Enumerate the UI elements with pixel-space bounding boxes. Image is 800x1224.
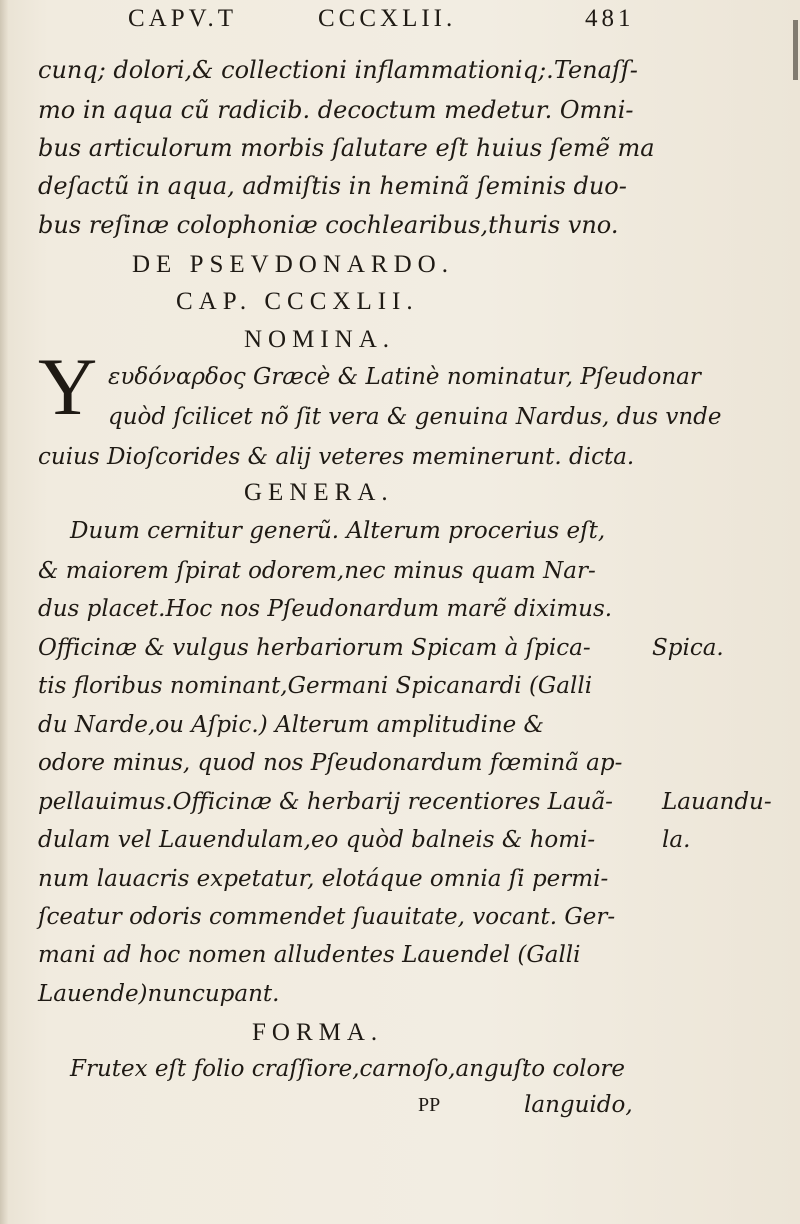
genera-line-2: & maiorem ſpirat odorem,nec minus quam Nar- [38, 558, 596, 584]
genera-line-12: mani ad hoc nomen alludentes Lauendel (Galli [38, 942, 581, 968]
genera-heading: GENERA. [244, 479, 394, 506]
chapter-label: CAP. CCCXLII. [176, 288, 419, 315]
margin-note-lauandula-2: la. [662, 827, 691, 853]
nomina-line-3: cuius Dioſcorides & alij veteres meminerunt. dicta. [38, 444, 635, 470]
nomina-heading: NOMINA. [244, 326, 396, 353]
body-line-1: cunq; dolori,& collectioni inflammationiq;.Tenaſſ- [38, 56, 638, 84]
genera-line-6: du Narde,ou Aſpic.) Alterum amplitudine & [38, 712, 545, 738]
genera-line-4: Officinæ & vulgus herbariorum Spicam à ſpica- [38, 635, 591, 661]
body-line-2: mo in aqua cũ radicib. decoctum medetur. Omni- [38, 96, 634, 124]
genera-line-1: Duum cernitur generũ. Alterum procerius eſt, [70, 518, 606, 544]
section-title: DE PSEVDONARDO. [132, 251, 454, 278]
page-gutter [0, 0, 8, 1224]
genera-line-10: num lauacris expetatur, elotáque omnia ſi permi- [38, 866, 609, 892]
body-line-3: bus articulorum morbis ſalutare eſt huius ſemẽ ma [38, 134, 655, 162]
forma-heading: FORMA. [252, 1019, 384, 1046]
genera-line-9: dulam vel Lauendulam,eo quòd balneis & homi- [38, 827, 596, 853]
running-header-chapter: CCCXLII. [318, 5, 457, 32]
body-line-4: deſactũ in aqua, admiſtis in heminã ſeminis duo- [38, 172, 627, 200]
running-header-title: CAPV.T [128, 5, 237, 32]
body-line-5: bus reſinæ colophoniæ cochlearibus,thuris vno. [38, 211, 619, 239]
drop-cap: Y [38, 341, 98, 432]
genera-line-11: ſceatur odoris commendet ſuauitate, vocant. Ger- [38, 904, 616, 930]
margin-note-spica: Spica. [652, 635, 724, 661]
forma-line-1: Frutex eſt folio craſſiore,carnoſo,anguſto colore [70, 1056, 625, 1082]
genera-line-7: odore minus, quod nos Pſeudonardum fœminã ap- [38, 750, 623, 776]
page-number: 481 [585, 5, 635, 32]
genera-line-13: Lauende)nuncupant. [38, 981, 280, 1007]
nomina-line-1: ευδόναρδος Græcè & Latinè nominatur, Pſeudonar [108, 364, 701, 390]
page-edge-mark [793, 20, 798, 80]
nomina-line-2: quòd ſcilicet nõ ſit vera & genuina Nardus, dus vnde [108, 404, 722, 430]
margin-note-lauandula-1: Lauandu- [662, 789, 772, 815]
genera-line-5: tis floribus nominant,Germani Spicanardi (Galli [38, 673, 593, 699]
genera-line-3: dus placet.Hoc nos Pſeudonardum marẽ diximus. [38, 596, 613, 622]
genera-line-8: pellauimus.Officinæ & herbarij recentiores Lauã- [38, 789, 613, 815]
catchword: languido, [524, 1092, 633, 1118]
signature-mark: PP [418, 1094, 441, 1116]
